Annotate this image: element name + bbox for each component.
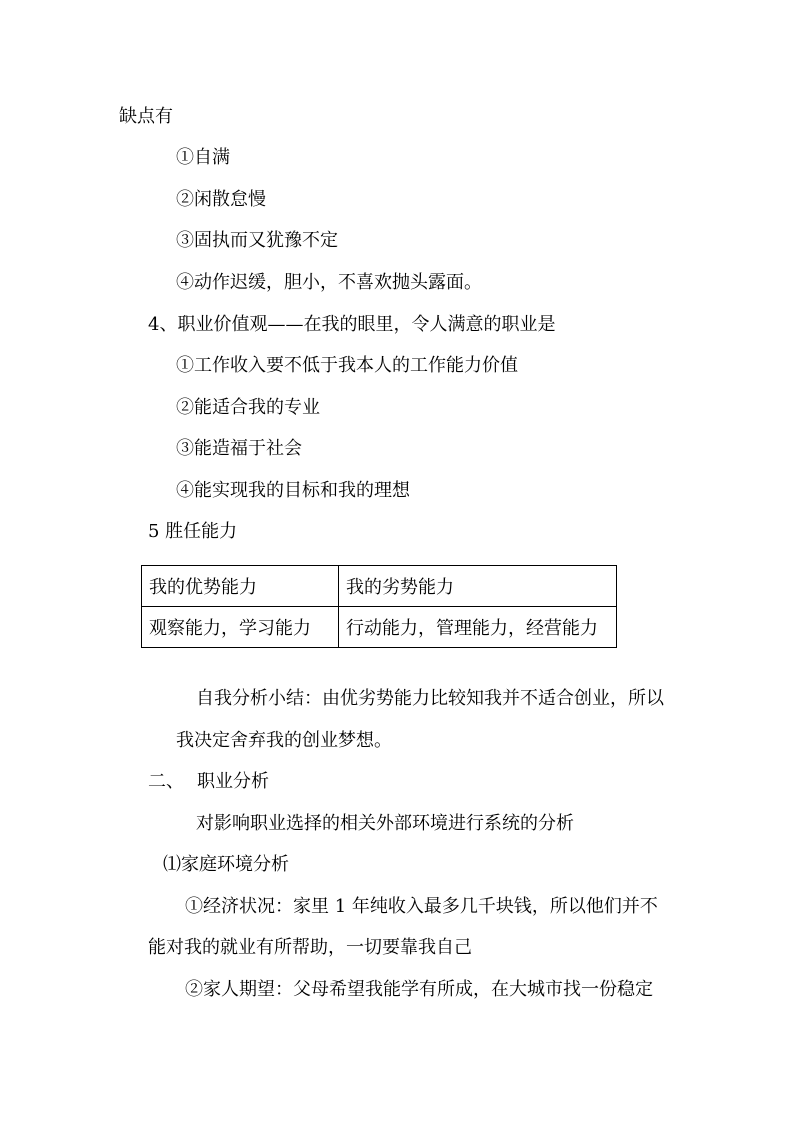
table-cell: 行动能力，管理能力，经营能力 (339, 607, 617, 648)
subsection-heading: ⑴家庭环境分析 (163, 854, 289, 875)
weakness-item: ④动作迟缓，胆小，不喜欢抛头露面。 (176, 272, 482, 293)
section-intro: 对影响职业选择的相关外部环境进行系统的分析 (196, 813, 574, 834)
paragraph-line: ①经济状况：家里 1 年纯收入最多几千块钱，所以他们并不 (185, 896, 658, 917)
value-item: ①工作收入要不低于我本人的工作能力价值 (176, 355, 518, 376)
value-item: ④能实现我的目标和我的理想 (176, 480, 410, 501)
paragraph-line: 能对我的就业有所帮助，一切要靠我自己 (148, 937, 472, 958)
section-number: 二、 (148, 771, 184, 792)
weakness-item: ③固执而又犹豫不定 (176, 230, 338, 251)
value-item: ③能造福于社会 (176, 438, 302, 459)
table-cell: 观察能力，学习能力 (142, 607, 339, 648)
summary-line: 自我分析小结：由优劣势能力比较知我并不适合创业，所以 (196, 688, 664, 709)
table-header-cell: 我的劣势能力 (339, 566, 617, 607)
table-row (142, 607, 617, 648)
table-header-cell: 我的优势能力 (142, 566, 339, 607)
competence-table (141, 565, 617, 648)
weaknesses-heading: 缺点有 (119, 106, 173, 127)
paragraph-line: ②家人期望：父母希望我能学有所成，在大城市找一份稳定 (185, 979, 653, 1000)
competence-heading: 5 胜任能力 (148, 521, 238, 542)
values-heading: 4、职业价值观——在我的眼里，令人满意的职业是 (148, 314, 556, 335)
weakness-item: ②闲散怠慢 (176, 189, 266, 210)
summary-line: 我决定舍弃我的创业梦想。 (176, 730, 392, 751)
section-heading: 职业分析 (197, 771, 269, 792)
weakness-item: ①自满 (176, 147, 230, 168)
table-header-row (142, 566, 617, 607)
value-item: ②能适合我的专业 (176, 397, 320, 418)
